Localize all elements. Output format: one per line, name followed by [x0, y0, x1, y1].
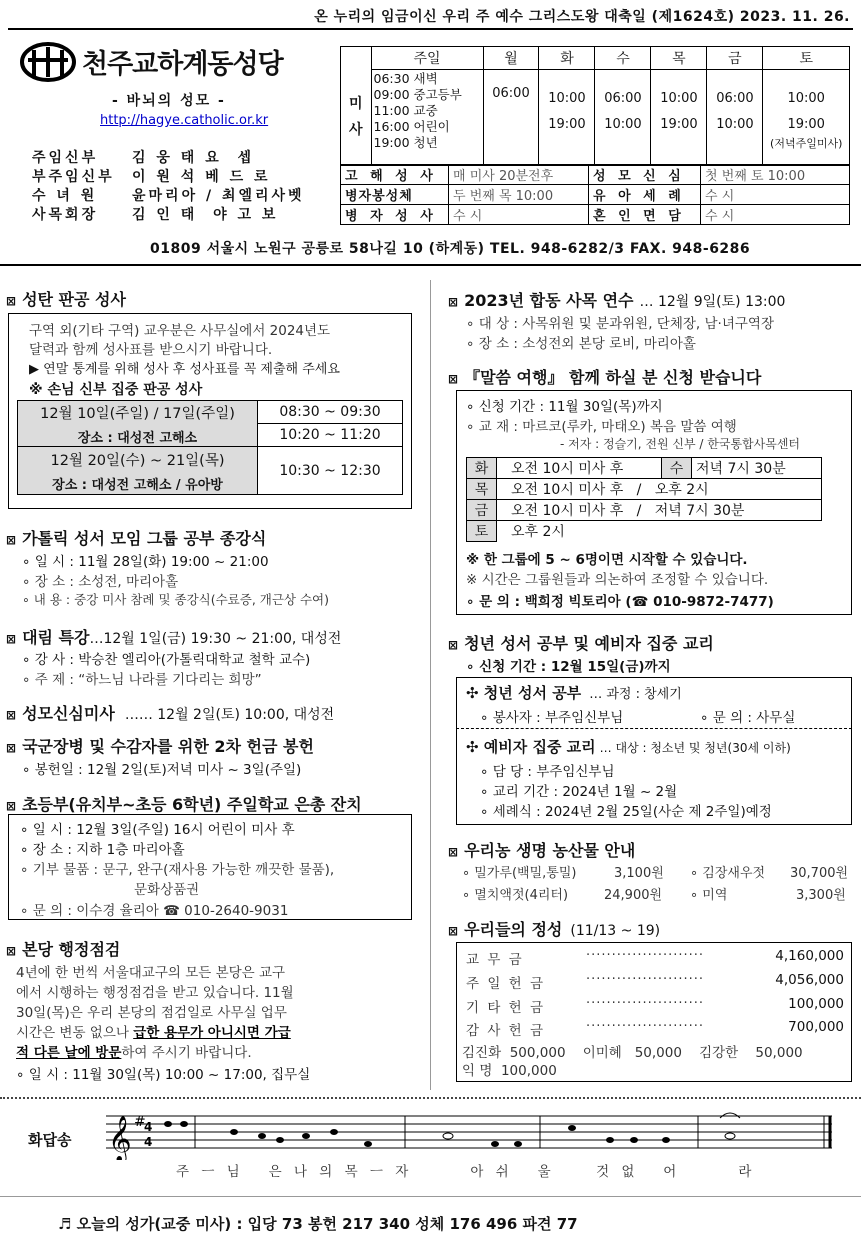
section-title: ⊠ 『말씀 여행』 함께 하실 분 신청 받습니다 [448, 368, 762, 387]
mass-label: 미 사 [341, 70, 372, 166]
bullet-marker-icon: ⊠ [6, 632, 17, 646]
bullet-marker-icon: ⊠ [6, 944, 17, 958]
parish-website-link[interactable]: http://hagye.catholic.or.kr [100, 113, 269, 128]
svg-text:#: # [134, 1114, 146, 1130]
bullet-marker-icon: ⊠ [6, 799, 17, 813]
section-title: ⊠ 성탄 판공 성사 [6, 290, 126, 309]
christmas-confession-box: 구역 외(기타 구역) 교우분은 사무실에서 2024년도 달력과 함께 성사표를 받으시기 바랍니다. ▶ 연말 통계를 위해 성사 후 성사표를 꼭 제출해 주세요 ※ 손님 신부 집중 판공 성사 [8, 313, 412, 509]
bullet-marker-icon: ⊠ [448, 924, 459, 938]
footer-divider [0, 1196, 861, 1197]
day-header: 주일 [371, 47, 483, 70]
staff-row: 부주임신부 이 원 석 베 드 로 [32, 169, 271, 185]
bullet-marker-icon: ⊠ [448, 295, 459, 309]
section-title: ⊠ 대림 특강…12월 1일(금) 19:30 ~ 21:00, 대성전 [6, 628, 342, 647]
youth-programs-divider [456, 728, 852, 729]
svg-text:𝄞: 𝄞 [108, 1116, 132, 1160]
psalm-lyrics: 주 ㅡ 님 은 나 의 목 ㅡ 자 아 쉬 울 것 없 어 라 [176, 1164, 756, 1180]
staff-row: 사목회장 김 인 태 야 고 보 [32, 207, 279, 223]
mass-schedule-table [340, 46, 850, 166]
sacrament-info-table: 고 해 성 사 매 미사 20분전후 성 모 신 심 첫 번째 토 10:00 병자봉성체 두 번째 목 10:00 유 아 세 례 수 시 병 자 성 사 수 시 혼 인 면 담 수 시 [340, 164, 850, 225]
word-journey-schedule: 화 오전 10시 미사 후 수 저녁 7시 30분 목 오전 10시 미사 후 / 오후 2시 금 오전 10시 미사 후 / 저녁 7시 30분 토 오후 2시 [466, 457, 822, 542]
wednesday-times: 06:00 10:00 [595, 70, 651, 166]
column-divider [430, 280, 431, 1090]
section-title: ⊠ 청년 성서 공부 및 예비자 집중 교리 [448, 634, 714, 653]
section-title: ⊠ 우리들의 정성 (11/13 ~ 19) [448, 920, 661, 939]
header-divider [0, 264, 861, 266]
friday-times: 06:00 10:00 [707, 70, 763, 166]
day-header: 토 [763, 47, 850, 70]
day-header: 목 [651, 47, 707, 70]
section-title: ⊠ 2023년 합동 사목 연수 … 12월 9일(토) 13:00 [448, 291, 786, 310]
bullet-marker-icon: ⊠ [448, 638, 459, 652]
bullet-marker-icon: ⊠ [6, 741, 17, 755]
bulletin-dateline: 온 누리의 임금이신 우리 주 예수 그리스도왕 대축일 (제1624호) 2023. 11. 26. [314, 9, 850, 25]
psalm-label: 화답송 [28, 1131, 72, 1149]
bullet-marker-icon: ⊠ [448, 372, 459, 386]
sunday-times: 06:30 새벽 09:00 중고등부 11:00 교중 16:00 어린이 19:00 청년 [371, 70, 483, 166]
todays-hymns: ♬ 오늘의 성가(교중 미사) : 입당 73 봉헌 217 340 성체 176 496 파견 77 [58, 1215, 578, 1233]
section-title: ⊠ 우리농 생명 농산물 안내 [448, 841, 636, 860]
thursday-times: 10:00 19:00 [651, 70, 707, 166]
confession-times-table: 12월 10일(주일) / 17일(주일) 장소 : 대성전 고해소 08:30 ~ 09:30 10:20 ~ 11:20 12월 20일(수) ~ 21일(목) 장소 : 대성전 고해소 / 유아방 10:30 ~ 12:30 [17, 400, 403, 495]
section-title: ⊠ 가톨릭 성서 모임 그룹 공부 종강식 [6, 529, 267, 548]
day-header: 금 [707, 47, 763, 70]
bullet-marker-icon: ⊠ [6, 533, 17, 547]
parish-logo [20, 42, 76, 82]
day-header: 월 [483, 47, 539, 70]
psalm-divider [0, 1097, 861, 1099]
tuesday-times: 10:00 19:00 [539, 70, 595, 166]
parish-address: 01809 서울시 노원구 공릉로 58나길 10 (하계동) TEL. 948-6282/3 FAX. 948-6286 [150, 241, 751, 257]
header-rule [8, 28, 853, 30]
saturday-times: 10:00 19:00 (저녁주일미사) [763, 70, 850, 166]
staff-row: 수 녀 원 윤마리아 / 최엘리사벳 [32, 188, 305, 204]
section-title: ⊠ 국군장병 및 수감자를 위한 2차 헌금 봉헌 [6, 737, 314, 756]
section-title: ⊠ 본당 행정점검 [6, 940, 121, 959]
psalm-music-staff [100, 1110, 840, 1160]
section-title: ⊠ 성모신심미사 …… 12월 2일(토) 10:00, 대성전 [6, 704, 335, 723]
section-title: ⊠ 초등부(유치부~초등 6학년) 주일학교 은총 잔치 [6, 795, 362, 814]
day-header: 화 [539, 47, 595, 70]
svg-text:4: 4 [144, 1135, 153, 1149]
bullet-marker-icon: ⊠ [448, 845, 459, 859]
parish-name: 천주교하계동성당 [82, 49, 283, 80]
svg-text:4: 4 [144, 1120, 153, 1134]
bullet-marker-icon: ⊠ [6, 294, 17, 308]
monday-times: 06:00 [483, 70, 539, 166]
staff-row: 주임신부 김 웅 태 요 셉 [32, 150, 254, 166]
bullet-marker-icon: ⊠ [6, 708, 17, 722]
day-header: 수 [595, 47, 651, 70]
parish-subtitle: - 바뇌의 성모 - [112, 93, 226, 109]
